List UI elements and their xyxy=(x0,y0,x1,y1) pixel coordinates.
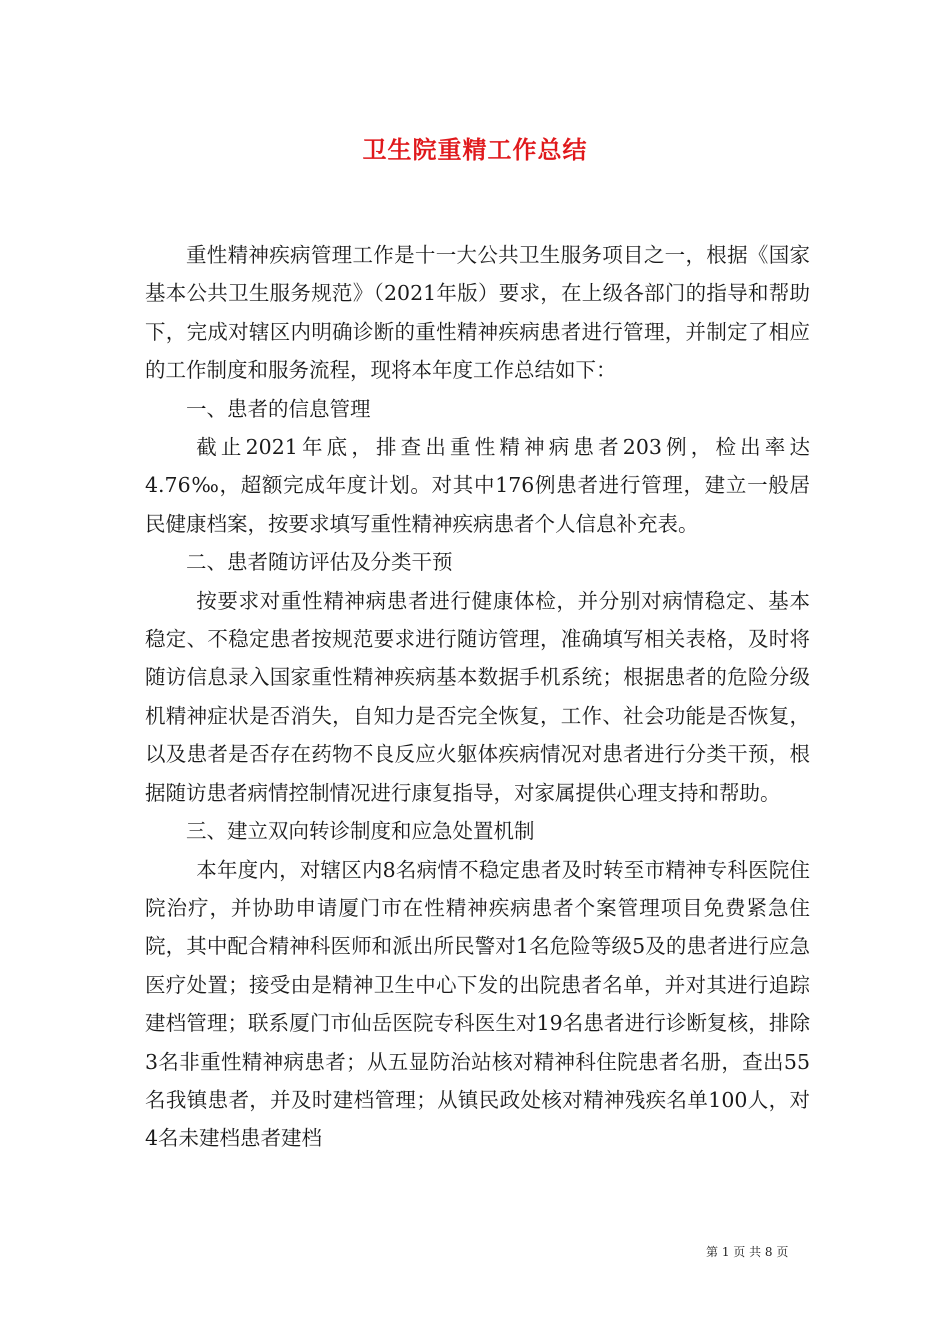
section-heading-1: 一、患者的信息管理 xyxy=(186,396,371,421)
section-1-paragraph: 截止2021年底，排查出重性精神病患者203例，检出率达4.76‰，超额完成年度计划。对其中176例患者进行管理，建立一般居民健康档案，按要求填写重性精神疾病患者个人信息补充表。 xyxy=(145,435,810,536)
page-number-footer: 第 1 页 共 8 页 xyxy=(706,1245,789,1259)
document-body xyxy=(145,236,810,1158)
section-heading-3: 三、建立双向转诊制度和应急处置机制 xyxy=(186,819,535,844)
section-3-paragraph: 本年度内，对辖区内8名病情不稳定患者及时转至市精神专科医院住院治疗，并协助申请厦门市在性精神疾病患者个案管理项目免费紧急住院，其中配合精神科医师和派出所民警对1名危险等级5及的患者进行应急医疗处置；接受由是精神卫生中心下发的出院患者名单，并对其进行追踪建档管理；联系厦门市仙岳医院专科医生对19名患者进行诊断复核，排除3名非重性精神病患者；从五显防治站核对精神科住院患者名册，查出55名我镇患者，并及时建档管理；从镇民政处核对精神残疾名单100人，对4名未建档患者建档 xyxy=(145,857,810,1151)
section-heading-2: 二、患者随访评估及分类干预 xyxy=(186,550,453,575)
section-2-paragraph: 按要求对重性精神病患者进行健康体检，并分别对病情稳定、基本稳定、不稳定患者按规范要求进行随访管理，准确填写相关表格，及时将随访信息录入国家重性精神疾病基本数据手机系统；根据患者的危险分级机精神症状是否消失，自知力是否完全恢复，工作、社会功能是否恢复，以及患者是否存在药物不良反应火躯体疾病情况对患者进行分类干预，根据随访患者病情控制情况进行康复指导，对家属提供心理支持和帮助。 xyxy=(145,588,810,805)
intro-paragraph: 重性精神疾病管理工作是十一大公共卫生服务项目之一，根据《国家基本公共卫生服务规范》（2021年版）要求，在上级各部门的指导和帮助下，完成对辖区内明确诊断的重性精神疾病患者进行管理，并制定了相应的工作制度和服务流程，现将本年度工作总结如下： xyxy=(145,243,810,383)
document-title: 卫生院重精工作总结 xyxy=(362,135,588,164)
